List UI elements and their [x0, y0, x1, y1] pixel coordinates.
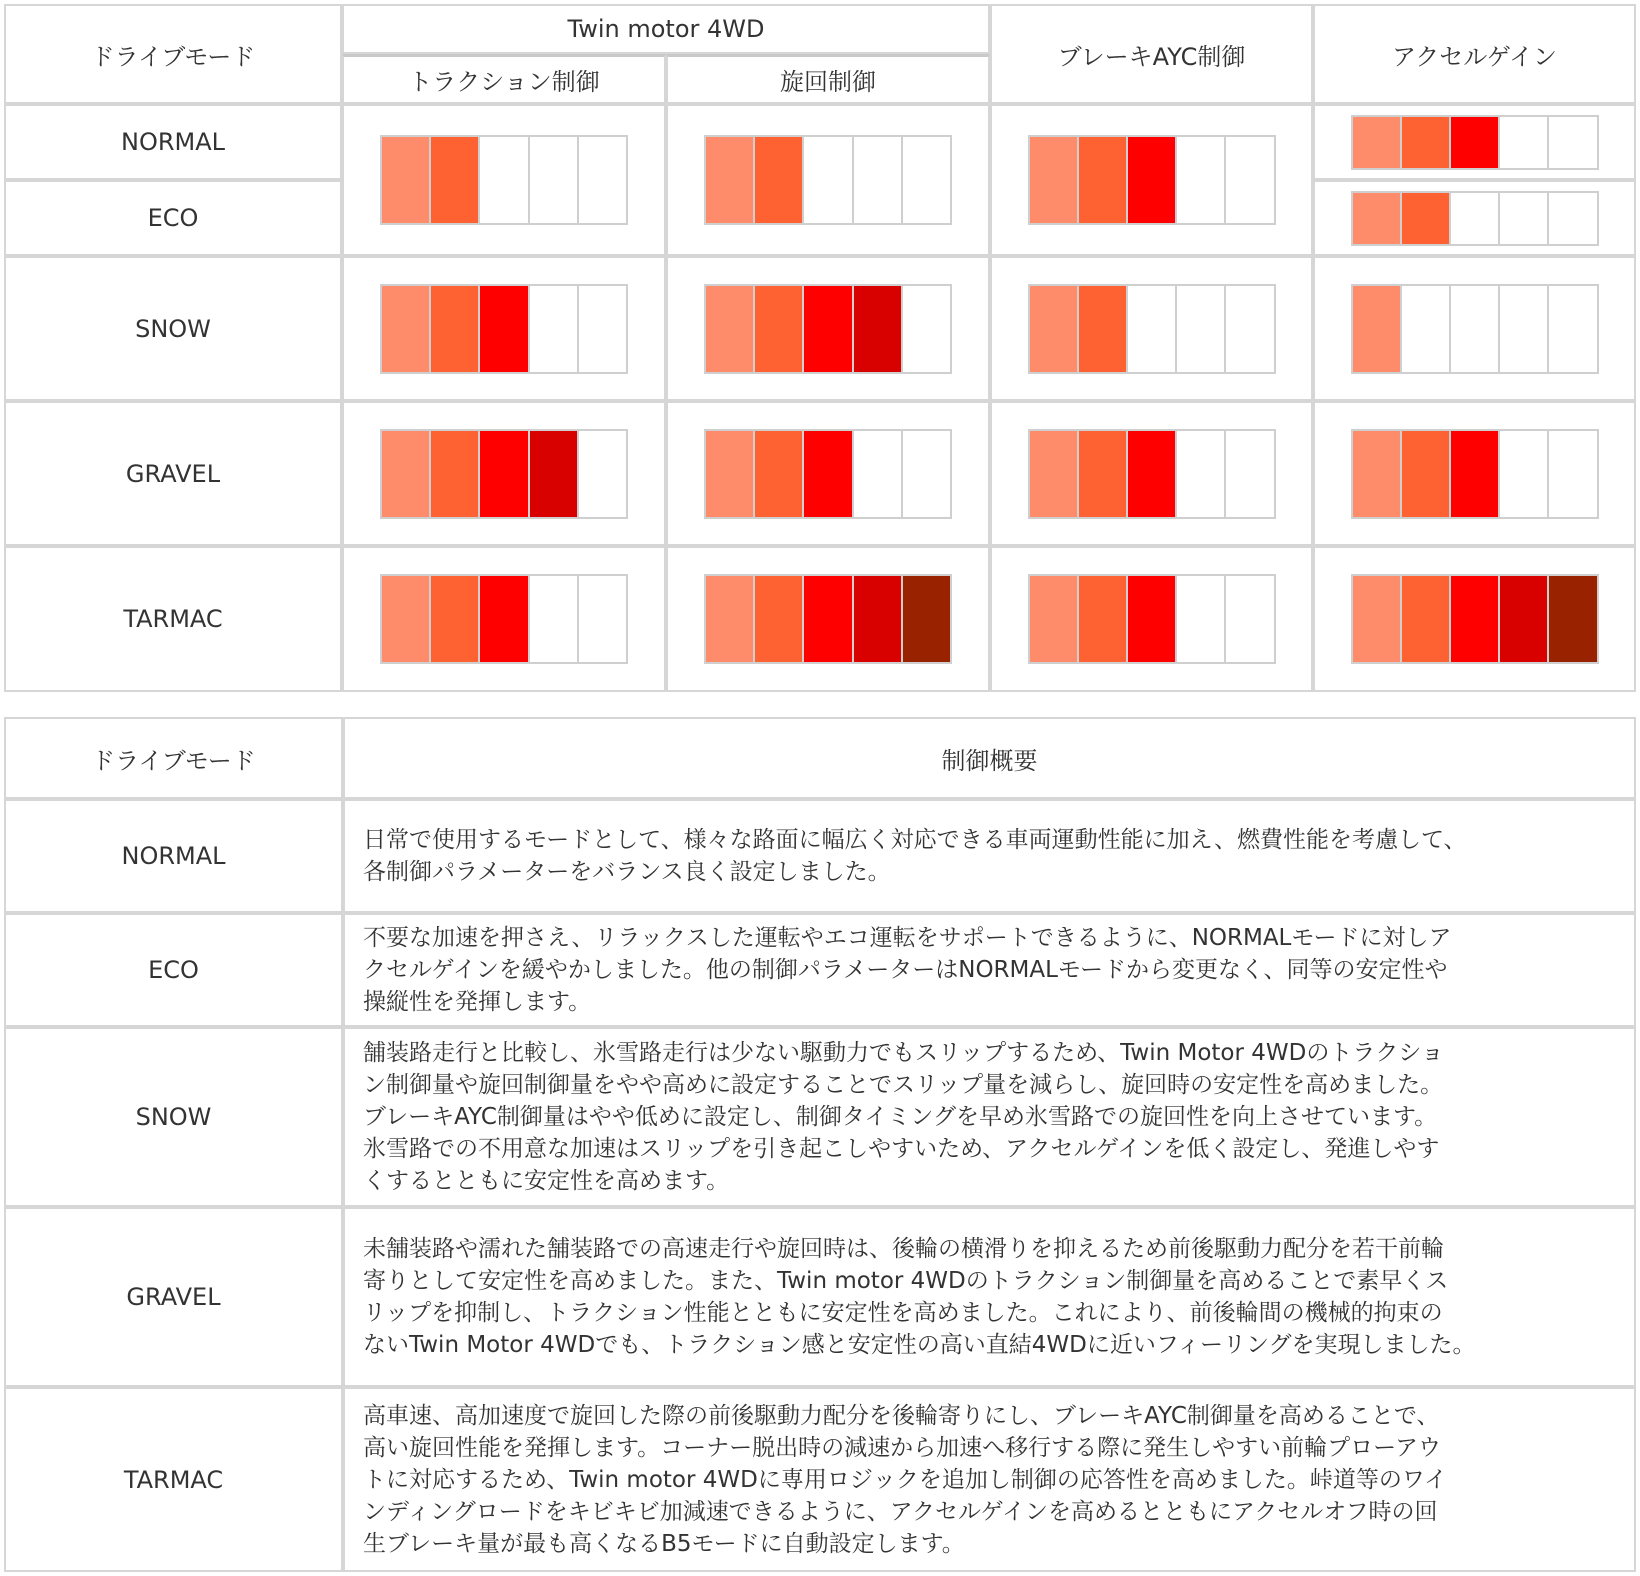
mode-cell: [4, 256, 342, 401]
level-segment-filled: [382, 286, 431, 372]
level-segment-filled: [1353, 117, 1402, 168]
summary-cell: [343, 1027, 1636, 1207]
turn-level-cell: [666, 546, 990, 692]
header-twin-motor: [342, 4, 990, 54]
level-segment-filled: [1353, 286, 1402, 372]
header-traction-label: トラクション制御: [408, 68, 600, 96]
level-bar: [704, 284, 952, 374]
traction-level-cell: [342, 546, 666, 692]
level-segment-filled: [1451, 576, 1500, 662]
level-segment-filled: [804, 286, 853, 372]
mode-label: GRAVEL: [126, 1283, 221, 1311]
level-bar: [1028, 135, 1276, 225]
brake-level-cell: [990, 401, 1313, 546]
header-twin-motor-label: Twin motor 4WD: [567, 15, 765, 43]
header-drive-mode: [4, 4, 342, 104]
summary-line: 高い旋回性能を発揮します。コーナー脱出時の減速から加速へ移行する際に発生しやすい前輪プローアウ: [363, 1434, 1442, 1461]
mode-label: ECO: [148, 956, 199, 984]
header-turn-label: 旋回制御: [780, 68, 876, 96]
level-segment-filled: [1128, 431, 1177, 517]
level-segment-filled: [706, 137, 755, 223]
level-bar: [1351, 115, 1599, 170]
summary-text: [363, 922, 1451, 1018]
summary-line: くするとともに安定性を高めます。: [363, 1168, 730, 1194]
summary-line: 未舗装路や濡れた舗装路での高速走行や旋回時は、後輪の横滑りを抑えるため前後駆動力配分を若干前輪: [363, 1236, 1444, 1262]
traction-level-cell: [342, 256, 666, 401]
level-segment-empty: [903, 137, 950, 223]
level-segment-filled: [706, 431, 755, 517]
level-segment-empty: [530, 576, 579, 662]
level-segment-filled: [480, 286, 529, 372]
level-segment-filled: [1402, 193, 1451, 244]
summary-line: 生ブレーキ量が最も高くなるB5モードに自動設定します。: [363, 1530, 965, 1557]
level-segment-empty: [854, 431, 903, 517]
level-segment-filled: [530, 431, 579, 517]
summary-line: 操縦性を発揮します。: [363, 989, 592, 1015]
level-segment-empty: [1226, 137, 1273, 223]
header-brake-ayc-label: ブレーキAYC制御: [1057, 42, 1246, 71]
level-segment-filled: [382, 576, 431, 662]
level-bar: [704, 429, 952, 519]
level-segment-empty: [579, 431, 626, 517]
level-segment-empty: [1177, 431, 1226, 517]
traction-level-cell: [342, 401, 666, 546]
header-drive-mode: [4, 717, 343, 799]
level-segment-empty: [1500, 431, 1549, 517]
level-segment-empty: [1549, 286, 1596, 372]
summary-line: 寄りとして安定性を高めました。また、Twin motor 4WDのトラクション制御量を高めることで素早くス: [363, 1268, 1449, 1294]
level-bar: [1351, 191, 1599, 246]
header-accel-gain: [1313, 4, 1636, 104]
level-segment-empty: [530, 286, 579, 372]
level-segment-filled: [1402, 117, 1451, 168]
header-drive-mode-label: ドライブモード: [91, 746, 256, 775]
level-segment-filled: [1353, 576, 1402, 662]
level-segment-empty: [903, 431, 950, 517]
header-summary: [343, 717, 1636, 799]
level-segment-empty: [1500, 286, 1549, 372]
level-segment-filled: [854, 576, 903, 662]
level-segment-empty: [854, 137, 903, 223]
mode-cell: [4, 1207, 343, 1387]
level-segment-empty: [1549, 117, 1596, 168]
accel-level-cell: [1313, 401, 1636, 546]
level-segment-filled: [1128, 137, 1177, 223]
summary-text: [363, 1037, 1444, 1197]
brake-level-cell: [990, 104, 1313, 256]
level-segment-filled: [1079, 286, 1128, 372]
mode-cell: [4, 401, 342, 546]
mode-cell: [4, 799, 343, 913]
accel-level-cell: [1313, 180, 1636, 256]
level-segment-empty: [579, 576, 626, 662]
level-bar: [1028, 574, 1276, 664]
level-segment-empty: [1549, 431, 1596, 517]
level-segment-filled: [1402, 431, 1451, 517]
level-bar: [704, 135, 952, 225]
summary-cell: [343, 913, 1636, 1027]
mode-label: NORMAL: [120, 128, 225, 156]
turn-level-cell: [666, 256, 990, 401]
summary-line: 各制御パラメーターをバランス良く設定しました。: [363, 859, 891, 885]
summary-line: ブレーキAYC制御量はやや低めに設定し、制御タイミングを早め氷雪路での旋回性を向上させています。: [363, 1104, 1438, 1130]
level-segment-empty: [1226, 431, 1273, 517]
mode-label: TARMAC: [123, 1465, 224, 1494]
level-segment-filled: [1030, 286, 1079, 372]
summary-text: [363, 1400, 1447, 1560]
level-segment-filled: [382, 137, 431, 223]
mode-cell: [4, 180, 342, 256]
turn-level-cell: [666, 104, 990, 256]
level-segment-filled: [382, 431, 431, 517]
level-bar: [1028, 429, 1276, 519]
accel-level-cell: [1313, 546, 1636, 692]
level-segment-filled: [755, 286, 804, 372]
level-segment-filled: [1030, 137, 1079, 223]
level-segment-empty: [1226, 576, 1273, 662]
summary-line: トに対応するため、Twin motor 4WDに専用ロジックを追加し制御の応答性を高めました。峠道等のワイ: [363, 1466, 1448, 1493]
level-segment-empty: [480, 137, 529, 223]
level-bar: [380, 135, 628, 225]
level-segment-filled: [1451, 117, 1500, 168]
level-bar: [1351, 429, 1599, 519]
summary-line: ン制御量や旋回制御量をやや高めに設定することでスリップ量を減らし、旋回時の安定性を高めました。: [363, 1072, 1444, 1098]
level-segment-empty: [1549, 193, 1596, 244]
header-summary-label: 制御概要: [941, 746, 1038, 775]
level-segment-empty: [1451, 193, 1500, 244]
summary-line: ンディングロードをキビキビ加減速できるように、アクセルゲインを高めるとともにアクセルオフ時の回: [363, 1498, 1438, 1525]
summary-line: ないTwin Motor 4WDでも、トラクション感と安定性の高い直結4WDに近いフィーリングを実現しました。: [363, 1332, 1476, 1358]
mode-cell: [4, 913, 343, 1027]
level-segment-filled: [431, 137, 480, 223]
summary-line: 氷雪路での不用意な加速はスリップを引き起こしやすいため、アクセルゲインを低く設定し、発進しやす: [363, 1136, 1440, 1162]
level-segment-empty: [1451, 286, 1500, 372]
level-segment-filled: [1549, 576, 1596, 662]
level-segment-filled: [755, 137, 804, 223]
level-bar: [380, 574, 628, 664]
summary-line: リップを抑制し、トラクション性能とともに安定性を高めました。これにより、前後輪間の機械的拘束の: [363, 1300, 1443, 1326]
traction-level-cell: [342, 104, 666, 256]
level-segment-empty: [1177, 576, 1226, 662]
mode-label: ECO: [147, 204, 199, 232]
level-segment-empty: [903, 286, 950, 372]
header-turn: [666, 54, 990, 104]
level-segment-filled: [480, 431, 529, 517]
summary-cell: [343, 1387, 1636, 1572]
level-segment-filled: [1030, 576, 1079, 662]
level-segment-filled: [854, 286, 903, 372]
level-bar: [704, 574, 952, 664]
level-segment-filled: [1079, 576, 1128, 662]
level-segment-empty: [579, 137, 626, 223]
summary-line: 日常で使用するモードとして、様々な路面に幅広く対応できる車両運動性能に加え、燃費性能を考慮して、: [363, 827, 1467, 853]
header-accel-gain-label: アクセルゲイン: [1391, 42, 1558, 71]
level-segment-filled: [1128, 576, 1177, 662]
level-bar: [1028, 284, 1276, 374]
level-segment-empty: [1500, 117, 1549, 168]
summary-line: 不要な加速を押さえ、リラックスした運転やエコ運転をサポートできるように、NORMALモードに対しア: [363, 925, 1452, 951]
mode-cell: [4, 1027, 343, 1207]
control-summary-table: [4, 717, 1636, 1572]
level-segment-filled: [903, 576, 950, 662]
level-segment-empty: [804, 137, 853, 223]
accel-level-cell: [1313, 256, 1636, 401]
level-segment-filled: [1451, 431, 1500, 517]
mode-label: SNOW: [135, 314, 211, 343]
level-bar: [1351, 284, 1599, 374]
level-segment-filled: [480, 576, 529, 662]
accel-level-cell: [1313, 104, 1636, 180]
turn-level-cell: [666, 401, 990, 546]
level-segment-filled: [1079, 137, 1128, 223]
summary-cell: [343, 799, 1636, 913]
level-segment-empty: [1500, 193, 1549, 244]
summary-line: クセルゲインを緩やかしました。他の制御パラメーターはNORMALモードから変更なく、同等の安定性や: [363, 957, 1448, 983]
mode-label: NORMAL: [121, 842, 226, 870]
summary-text: [363, 1233, 1476, 1361]
mode-label: GRAVEL: [125, 459, 221, 488]
header-brake-ayc: [990, 4, 1313, 104]
level-bar: [380, 284, 628, 374]
mode-cell: [4, 1387, 343, 1572]
level-segment-filled: [431, 431, 480, 517]
level-segment-filled: [1402, 576, 1451, 662]
mode-cell: [4, 546, 342, 692]
level-segment-filled: [804, 576, 853, 662]
level-segment-filled: [431, 576, 480, 662]
level-segment-empty: [1128, 286, 1177, 372]
level-segment-empty: [1402, 286, 1451, 372]
brake-level-cell: [990, 546, 1313, 692]
level-segment-filled: [1353, 193, 1402, 244]
level-segment-empty: [1177, 286, 1226, 372]
summary-text: [363, 824, 1467, 888]
level-segment-filled: [1353, 431, 1402, 517]
summary-line: 舗装路走行と比較し、氷雪路走行は少ない駆動力でもスリップするため、Twin Motor 4WDのトラクショ: [363, 1040, 1444, 1066]
summary-cell: [343, 1207, 1636, 1387]
level-segment-empty: [579, 286, 626, 372]
summary-line: 高車速、高加速度で旋回した際の前後駆動力配分を後輪寄りにし、ブレーキAYC制御量を高めることで、: [363, 1402, 1440, 1429]
brake-level-cell: [990, 256, 1313, 401]
level-segment-filled: [706, 286, 755, 372]
mode-cell: [4, 104, 342, 180]
level-segment-filled: [804, 431, 853, 517]
level-segment-filled: [755, 576, 804, 662]
mode-label: TARMAC: [123, 605, 223, 633]
drive-mode-level-table: [4, 4, 1636, 692]
level-segment-filled: [706, 576, 755, 662]
level-segment-empty: [1177, 137, 1226, 223]
level-segment-filled: [1030, 431, 1079, 517]
header-traction: [342, 54, 666, 104]
header-drive-mode-label: ドライブモード: [90, 42, 256, 71]
level-segment-filled: [431, 286, 480, 372]
level-segment-empty: [1226, 286, 1273, 372]
mode-label: SNOW: [135, 1103, 212, 1131]
level-segment-empty: [530, 137, 579, 223]
level-segment-filled: [1079, 431, 1128, 517]
level-bar: [380, 429, 628, 519]
level-segment-filled: [755, 431, 804, 517]
level-segment-filled: [1500, 576, 1549, 662]
level-bar: [1351, 574, 1599, 664]
